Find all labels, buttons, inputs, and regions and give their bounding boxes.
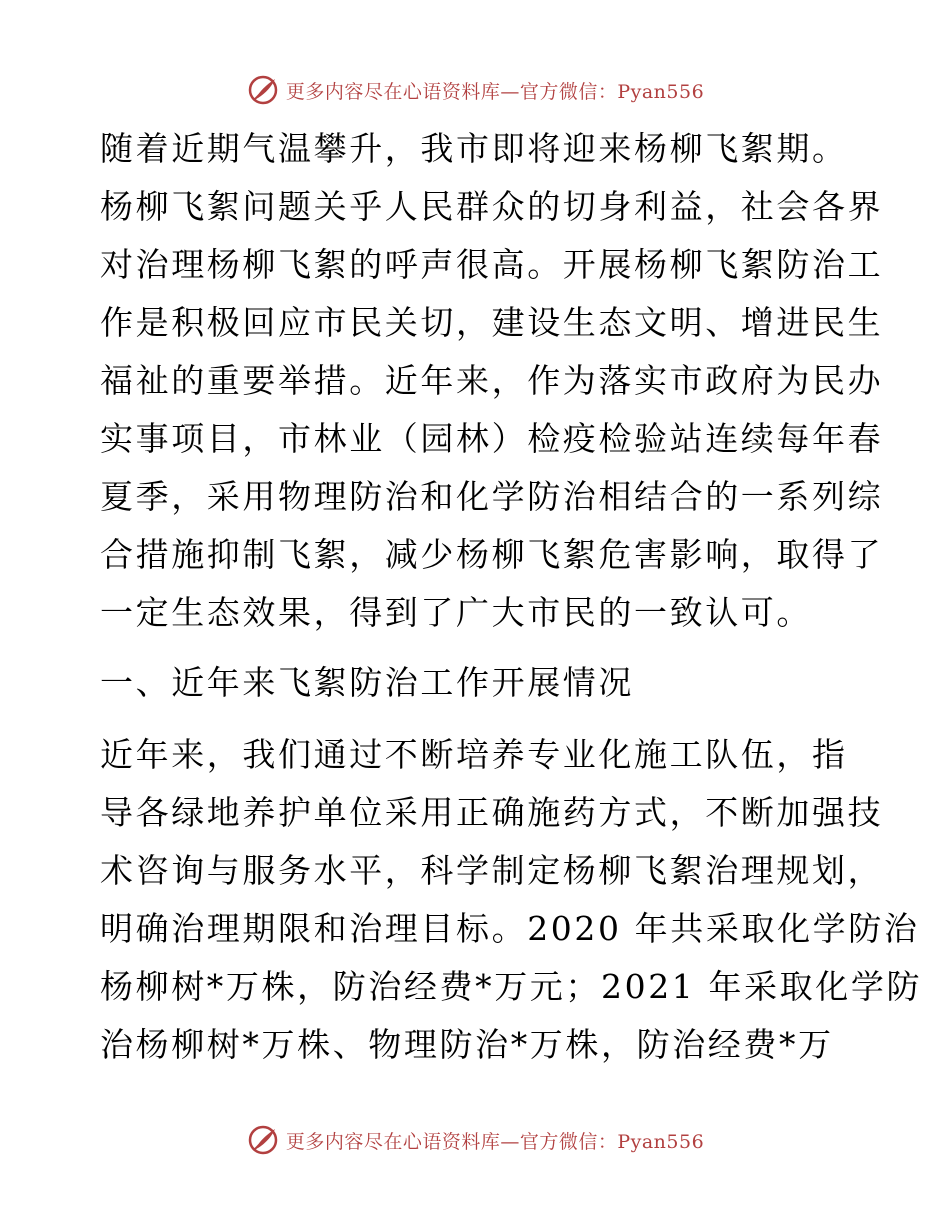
- paragraph-line: 杨柳飞絮问题关乎人民群众的切身利益，社会各界: [100, 187, 884, 226]
- section-paragraph: [100, 726, 923, 1074]
- watermark-text: 更多内容尽在心语资料库—官方微信：Pyan556: [285, 80, 705, 103]
- quill-pen-icon: [246, 1123, 280, 1157]
- header-watermark: [0, 72, 950, 108]
- paragraph-line: 导各绿地养护单位采用正确施药方式，不断加强技: [100, 793, 884, 832]
- paragraph-line: 随着近期气温攀升，我市即将迎来杨柳飞絮期。: [100, 129, 848, 168]
- intro-paragraph: [100, 120, 884, 642]
- quill-pen-icon: [246, 73, 280, 107]
- paragraph-line: 合措施抑制飞絮，减少杨柳飞絮危害影响，取得了: [100, 535, 884, 574]
- footer-watermark: [0, 1122, 950, 1158]
- paragraph-line: 福祉的重要举措。近年来，作为落实市政府为民办: [100, 361, 884, 400]
- section-heading: [100, 654, 860, 712]
- paragraph-line: 明确治理期限和治理目标。2020 年共采取化学防治: [100, 909, 920, 948]
- paragraph-line: 夏季，采用物理防治和化学防治相结合的一系列综: [100, 477, 884, 516]
- document-body: [100, 120, 923, 1074]
- paragraph-line: 治杨柳树*万株、物理防治*万株，防治经费*万: [100, 1025, 834, 1064]
- paragraph-line: 一定生态效果，得到了广大市民的一致认可。: [100, 593, 812, 632]
- paragraph-line: 作是积极回应市民关切，建设生态文明、增进民生: [100, 303, 884, 342]
- paragraph-line: 近年来，我们通过不断培养专业化施工队伍，指: [100, 735, 848, 774]
- paragraph-line: 对治理杨柳飞絮的呼声很高。开展杨柳飞絮防治工: [100, 245, 884, 284]
- watermark-text: 更多内容尽在心语资料库—官方微信：Pyan556: [285, 1130, 705, 1153]
- paragraph-line: 实事项目，市林业（园林）检疫检验站连续每年春: [100, 419, 884, 458]
- paragraph-line: 术咨询与服务水平，科学制定杨柳飞絮治理规划，: [100, 851, 884, 890]
- heading-text: 一、近年来飞絮防治工作开展情况: [100, 663, 634, 702]
- paragraph-line: 杨柳树*万株，防治经费*万元；2021 年采取化学防: [100, 967, 923, 1006]
